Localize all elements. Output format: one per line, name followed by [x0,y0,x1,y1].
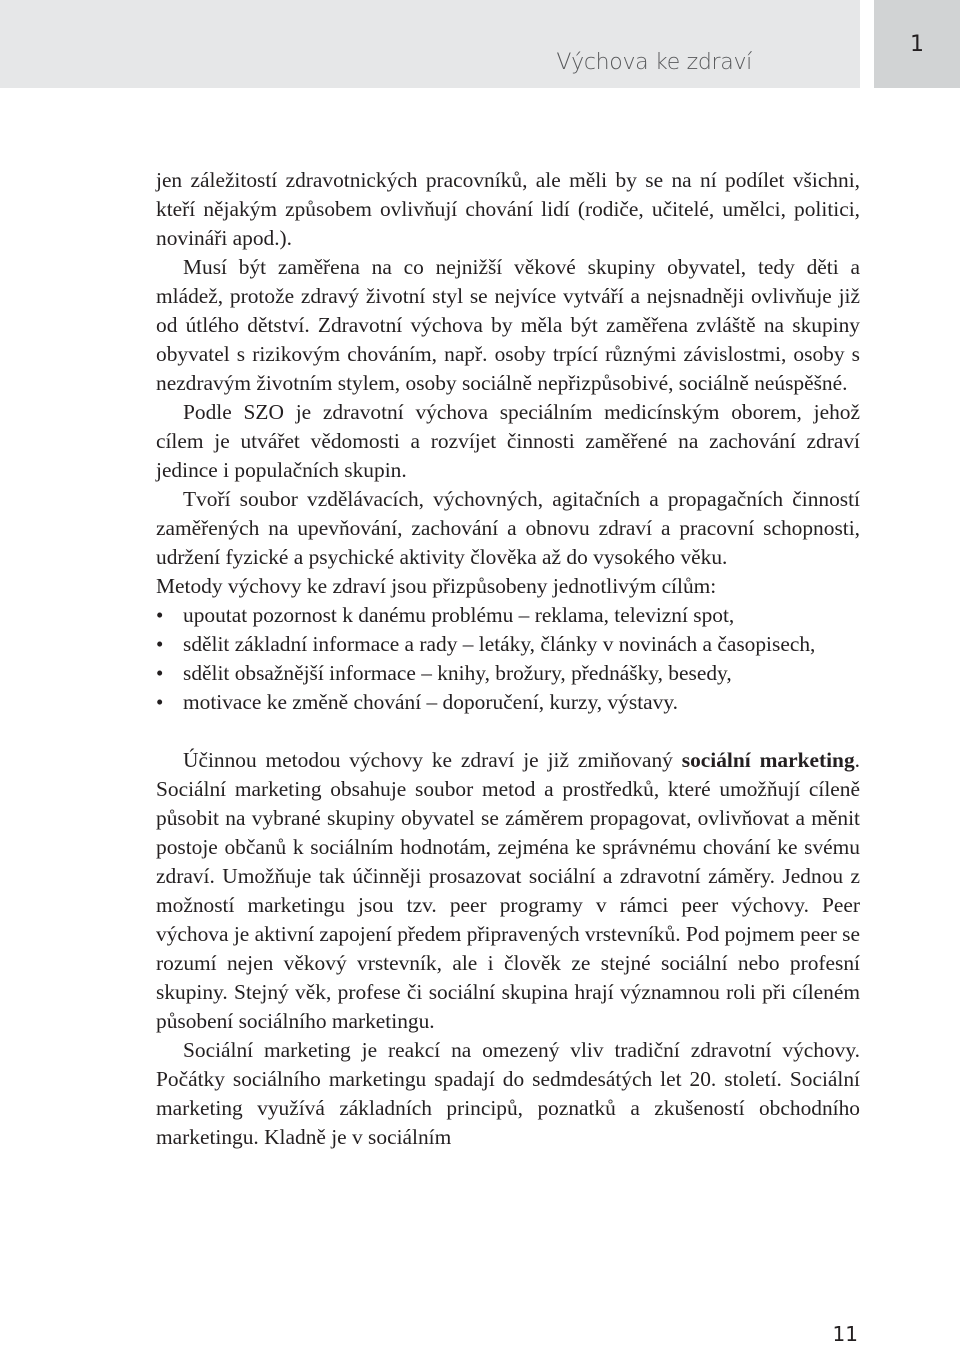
bullet-icon: • [156,632,164,656]
paragraph-social-marketing-origins: Sociální marketing je reakcí na omezený vliv tradiční zdravotní výchovy. Počátky sociálního marketingu spadají do sedmdesátých let 20. století. Sociální marketing využívá základních principů, poznatků a zkušeností obchodního marketingu. Kladně je v sociálním [156,1038,860,1149]
running-header [0,0,860,88]
list-item-text: motivace ke změně chování – doporučení, kurzy, výstavy. [183,690,678,714]
list-item [156,601,860,630]
list-item-text: sdělit základní informace a rady – letáky, články v novinách a časopisech, [183,632,816,656]
bullet-icon: • [156,690,164,714]
paragraph-text: Účinnou metodou výchovy ke zdraví je již zmiňovaný [183,748,682,772]
paragraph-continuation: jen záležitostí zdravotnických pracovníků, ale měli by se na ní podílet všichni, kteří nějakým způsobem ovlivňují chování lidí (rodiče, učitelé, umělci, politici, novináři apod.). [156,168,860,250]
paragraph-gap [156,717,860,746]
body-text [156,166,860,1152]
paragraph-methods-intro: Metody výchovy ke zdraví jsou přizpůsobeny jednotlivým cílům: [156,574,717,598]
list-item [156,659,860,688]
running-header-title: Výchova ke zdraví [556,50,752,75]
paragraph-activities: Tvoří soubor vzdělávacích, výchovných, agitačních a propagačních činností zaměřených na upevňování, zachování a obnovu zdraví a pracovní schopnosti, udržení fyzické a psychické aktivity člověka až do vysokého věku. [156,487,860,569]
chapter-number: 1 [910,31,924,57]
paragraph-target-groups: Musí být zaměřena na co nejnižší věkové skupiny obyvatel, tedy děti a mládež, protože zdravý životní styl se nejvíce vytváří a nejsnadněji ovlivňuje již od útlého dětství. Zdravotní výchova by měla být zaměřena zvláště na skupiny obyvatel s rizikovým chováním, např. osoby trpící různými závislostmi, osoby s nezdravým životním stylem, osoby sociálně nepřizpůsobivé, sociálně neúspěšné. [156,255,860,395]
methods-list [156,601,860,717]
list-item [156,630,860,659]
page-number: 11 [832,1322,858,1346]
bullet-icon: • [156,603,164,627]
chapter-tab [874,0,960,88]
list-item-text: upoutat pozornost k danému problému – reklama, televizní spot, [183,603,735,627]
paragraph-social-marketing [156,746,860,1036]
bullet-icon: • [156,661,164,685]
list-item [156,688,860,717]
paragraph-szo-definition: Podle SZO je zdravotní výchova speciálním medicínským oborem, jehož cílem je utvářet vědomosti a rozvíjet činnosti zaměřené na zachování zdraví jedince i populačních skupin. [156,400,860,482]
paragraph-text: . Sociální marketing obsahuje soubor metod a prostředků, které umožňují cíleně působit na vybrané skupiny obyvatel se záměrem propagovat, ovlivňovat a měnit postoje občanů k sociálním hodnotám, zejména ke správnému chování ke svému zdraví. Umožňuje tak účinněji prosazovat sociální a zdravotní záměry. Jednou z možností marketingu jsou tzv. peer programy v rámci peer výchovy. Peer výchova je aktivní zapojení předem připravených vrstevníků. Pod pojmem peer se rozumí nejen věkový vrstevník, ale i člověk ze stejné sociální nebo profesní skupiny. Stejný věk, profese či sociální skupina hrají významnou roli při cíleném působení sociálního marketingu. [156,748,861,1033]
bold-term: sociální marketing [681,748,855,772]
list-item-text: sdělit obsažnější informace – knihy, brožury, přednášky, besedy, [183,661,732,685]
